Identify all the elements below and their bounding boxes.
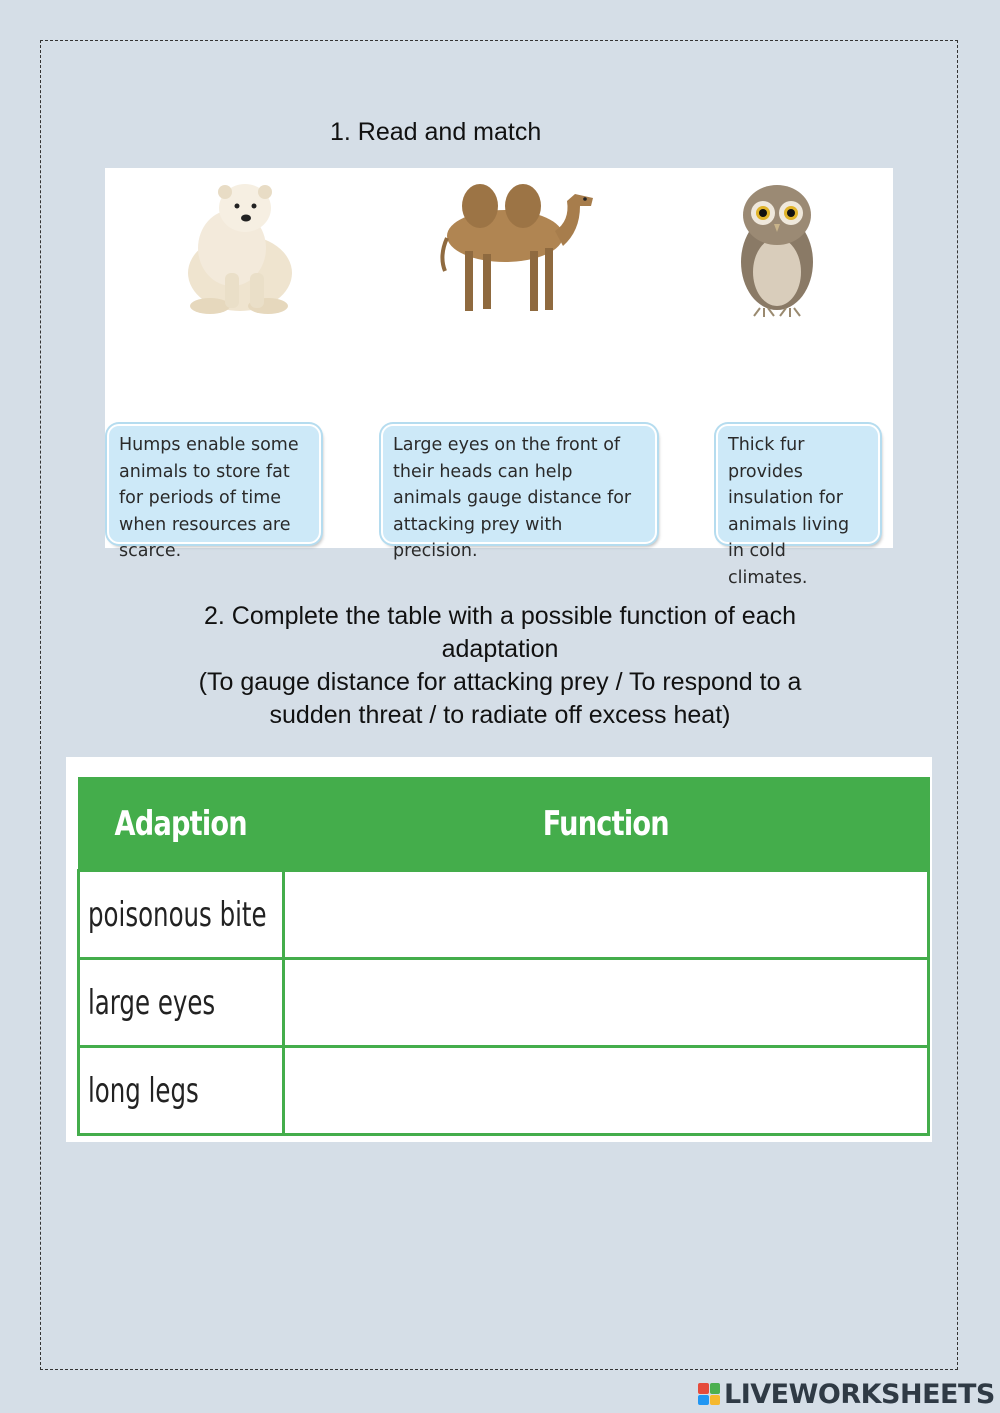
table-row [79, 871, 929, 959]
liveworksheets-logo-text: LIVEWORKSHEETS [724, 1378, 995, 1410]
adaptation-cell: long legs [79, 1047, 284, 1135]
match-panel [105, 168, 893, 588]
adaptation-table [77, 777, 930, 1136]
match-card-large-eyes[interactable]: Large eyes on the front of their heads can help animals gauge distance for attacking prey with precision. [381, 424, 657, 544]
match-card-humps[interactable]: Humps enable some animals to store fat for periods of time when resources are scarce. [107, 424, 321, 544]
camel-image[interactable] [435, 176, 600, 321]
table-header-row [79, 778, 929, 871]
function-answer-field[interactable] [284, 871, 929, 959]
section1-heading: 1. Read and match [330, 118, 542, 146]
table-row [79, 1047, 929, 1135]
section2-heading [150, 600, 850, 732]
owl-image[interactable] [730, 180, 825, 320]
section2-instruction: 2. Complete the table with a possible function of each adaptation [203, 602, 797, 663]
polar-bear-image[interactable] [170, 178, 305, 318]
match-card-thick-fur[interactable]: Thick fur provides insulation for animals living in cold climates. [716, 424, 880, 544]
adaptation-cell: large eyes [79, 959, 284, 1047]
adaptation-table-panel [66, 757, 932, 1142]
adaptation-cell: poisonous bite [79, 871, 284, 959]
header-adaption: Adaption [79, 778, 284, 871]
liveworksheets-logo [698, 1378, 995, 1410]
section2-options: (To gauge distance for attacking prey / To respond to a sudden threat / to radiate off excess heat) [198, 668, 802, 729]
function-answer-field[interactable] [284, 959, 929, 1047]
table-row [79, 959, 929, 1047]
function-answer-field[interactable] [284, 1047, 929, 1135]
liveworksheets-logo-icon [698, 1383, 720, 1405]
header-function: Function [284, 778, 929, 871]
